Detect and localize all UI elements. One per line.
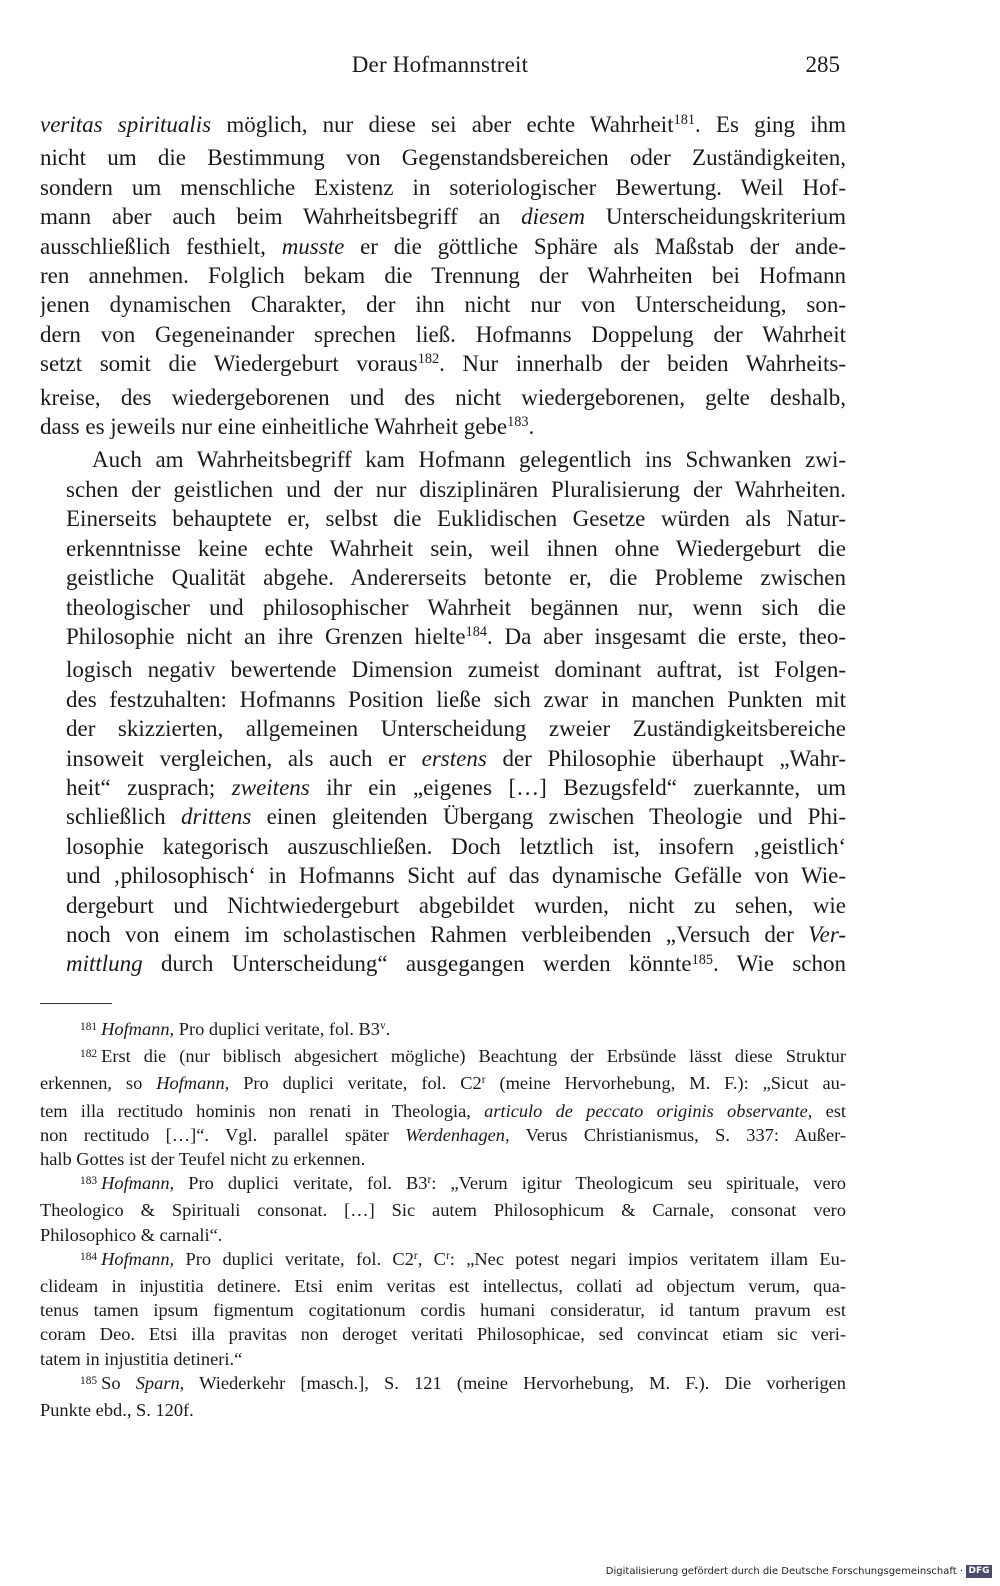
text-line: setzt somit die Wiedergeburt voraus$^{182}$. Nur innerhalb der beiden Wahrheits- (40, 351, 846, 377)
footnote-line: halb Gottes ist der Teufel nicht zu erkennen. (40, 1149, 366, 1170)
footnote (40, 1044, 846, 1171)
footnote-ref[interactable]: 183 (507, 414, 529, 431)
text-line: des festzuhalten: Hofmanns Position ließe sich zwar in manchen Punkten mit (66, 686, 846, 712)
footnote-ref[interactable]: 181 (673, 112, 695, 129)
text-line: und ‚philosophisch‘ in Hofmanns Sicht auf das dynamische Gefälle von Wie- (66, 863, 846, 889)
text-line: kreise, des wiedergeborenen und des nicht wiedergeborenen, gelte deshalb, (40, 384, 846, 410)
text-line: heit“ zusprach; zweitens ihr ein „eigenes […] Bezugsfeld“ zuerkannte, um (66, 774, 846, 800)
footnote-line: erkennen, so Hofmann, Pro duplici veritate, fol. C2$^r$ (meine Hervorhebung, M. F.): „Sicut au- (40, 1073, 846, 1094)
text-line: ren annehmen. Folglich bekam die Trennung der Wahrheiten bei Hofmann (40, 263, 846, 289)
text-line: losophie kategorisch auszuschließen. Doch letztlich ist, insofern ‚geistlich‘ (66, 833, 846, 859)
footnote-line: Punkte ebd., S. 120f. (40, 1400, 194, 1421)
footnote-line: clideam in injustitia detinere. Etsi enim veritas est intellectus, collati ad objectum verum, qua- (40, 1276, 846, 1297)
footnote-number: 182 (80, 1048, 98, 1061)
footnote-ref[interactable]: 182 (417, 351, 440, 368)
footnote (40, 1247, 846, 1371)
running-title: Der Hofmannstreit (351, 52, 529, 77)
text-line: nicht um die Bestimmung von Gegenstandsbereichen oder Zuständigkeiten, (40, 145, 846, 171)
footnote-number: 181 (80, 1020, 98, 1033)
footnote-rule (40, 1003, 112, 1004)
digitization-credit (606, 1562, 992, 1580)
credit-text: Digitalisierung gefördert durch die Deutsche Forschungsgemeinschaft · (605, 1565, 963, 1577)
footnote-number: 183 (80, 1175, 98, 1188)
text-line: mann aber auch beim Wahrheitsbegriff an diesem Unterscheidungskriterium (40, 204, 846, 230)
footnote-line: $^{184}$ Hofmann, Pro duplici veritate, fol. C2$^r$, $C^r$: „Nec potest negari impios veritatem illam Eu- (80, 1248, 846, 1269)
text-line: sondern um menschliche Existenz in soteriologischer Bewertung. Weil Hof- (40, 174, 846, 200)
footnote-ref[interactable]: 185 (691, 951, 713, 968)
text-line: Philosophie nicht an ihre Grenzen hielte$^{184}$. Da aber insgesamt die erste, theo- (66, 623, 846, 649)
text-line: ausschließlich festhielt, musste er die göttliche Sphäre als Maßstab der ande- (40, 233, 846, 259)
footnote-line: tatem in injustitia detineri.“ (40, 1348, 243, 1369)
footnote-line: $^{182}$ Erst die (nur biblisch abgesichert mögliche) Beachtung der Erbsünde lässt diese Struktur (80, 1046, 846, 1067)
text-line: theologischer und philosophischer Wahrheit begännen nur, wenn sich die (66, 594, 846, 620)
footnote-line: Philosophico & carnali“. (40, 1224, 223, 1245)
body-text (40, 110, 846, 983)
text-line: schließlich drittens einen gleitenden Übergang zwischen Theologie und Phi- (66, 804, 846, 830)
footnote-number: 184 (80, 1250, 98, 1263)
footnote (40, 1171, 846, 1247)
text-line: logisch negativ bewertende Dimension zumeist dominant auftrat, ist Folgen- (66, 657, 846, 683)
text-line: dergeburt und Nichtwiedergeburt abgebildet wurden, nicht zu sehen, wie (66, 892, 846, 918)
footnote-number: 185 (80, 1374, 98, 1387)
paragraph (40, 445, 846, 982)
text-line: jenen dynamischen Charakter, der ihn nicht nur von Unterscheidung, son- (40, 292, 846, 318)
footnote-line: Theologico & Spirituali consonat. […] Sic autem Philosophicum & Carnale, consonat vero (40, 1200, 846, 1221)
text-line: geistliche Qualität abgehe. Andererseits betonte er, die Probleme zwischen (66, 565, 846, 591)
footnote (40, 1371, 846, 1422)
footnote-ref[interactable]: 184 (465, 624, 488, 641)
text-line: Einerseits behauptete er, selbst die Euklidischen Gesetze würden als Natur- (66, 506, 846, 532)
text-line: dass es jeweils nur eine einheitliche Wahrheit gebe$^{183}$. (40, 414, 535, 440)
dfg-logo: DFG (966, 1565, 992, 1578)
text-line: erkenntnisse keine echte Wahrheit sein, weil ihnen ohne Wiedergeburt die (66, 535, 846, 561)
footnote-line: non rectitudo […]“. Vgl. parallel später Werdenhagen, Verus Christianismus, S. 337: Außer- (40, 1124, 846, 1145)
paragraph (40, 110, 846, 445)
footnote-line: $^{181}$ Hofmann, Pro duplici veritate, fol. B3$^v$. (80, 1019, 391, 1039)
text-line: der skizzierten, allgemeinen Unterscheidung zweier Zuständigkeitsbereiche (66, 716, 846, 742)
footnote-line: $^{183}$ Hofmann, Pro duplici veritate, fol. B3$^r$: „Verum igitur Theologicum seu spirituale, vero (80, 1173, 846, 1194)
footnote (40, 1017, 846, 1044)
text-line: insoweit vergleichen, als auch er erstens der Philosophie überhaupt „Wahr- (66, 745, 846, 771)
footnote-line: tem illa rectitudo hominis non renati in Theologia, articulo de peccato originis observante, est (40, 1100, 846, 1121)
footnote-line: $^{185}$ So Sparn, Wiederkehr [masch.], S. 121 (meine Hervorhebung, M. F.). Die vorherigen (80, 1372, 846, 1393)
text-line: mittlung durch Unterscheidung“ ausgegangen werden könnte$^{185}$. Wie schon (66, 951, 846, 977)
text-line: veritas spiritualis möglich, nur diese sei aber echte Wahrheit$^{181}$. Es ging ihm (40, 112, 846, 137)
page-number: 285 (805, 52, 840, 77)
text-line: dern von Gegeneinander sprechen ließ. Hofmanns Doppelung der Wahrheit (40, 321, 846, 347)
footnotes (40, 1017, 846, 1422)
footnote-line: tenus tamen ipsum figmentum cogitationum cordis humani consideratur, id tantum pravum est (40, 1300, 846, 1321)
text-line: schen der geistlichen und der nur disziplinären Pluralisierung der Wahrheiten. (66, 476, 846, 502)
text-line: noch von einem im scholastischen Rahmen verbleibenden „Versuch der Ver- (66, 921, 846, 947)
text-line: Auch am Wahrheitsbegriff kam Hofmann gelegentlich ins Schwanken zwi- (92, 447, 846, 473)
footnote-line: coram Deo. Etsi illa pravitas non deroget veritati Philosophicae, sed convincat etiam sic veri- (40, 1324, 846, 1345)
running-head (40, 52, 840, 88)
